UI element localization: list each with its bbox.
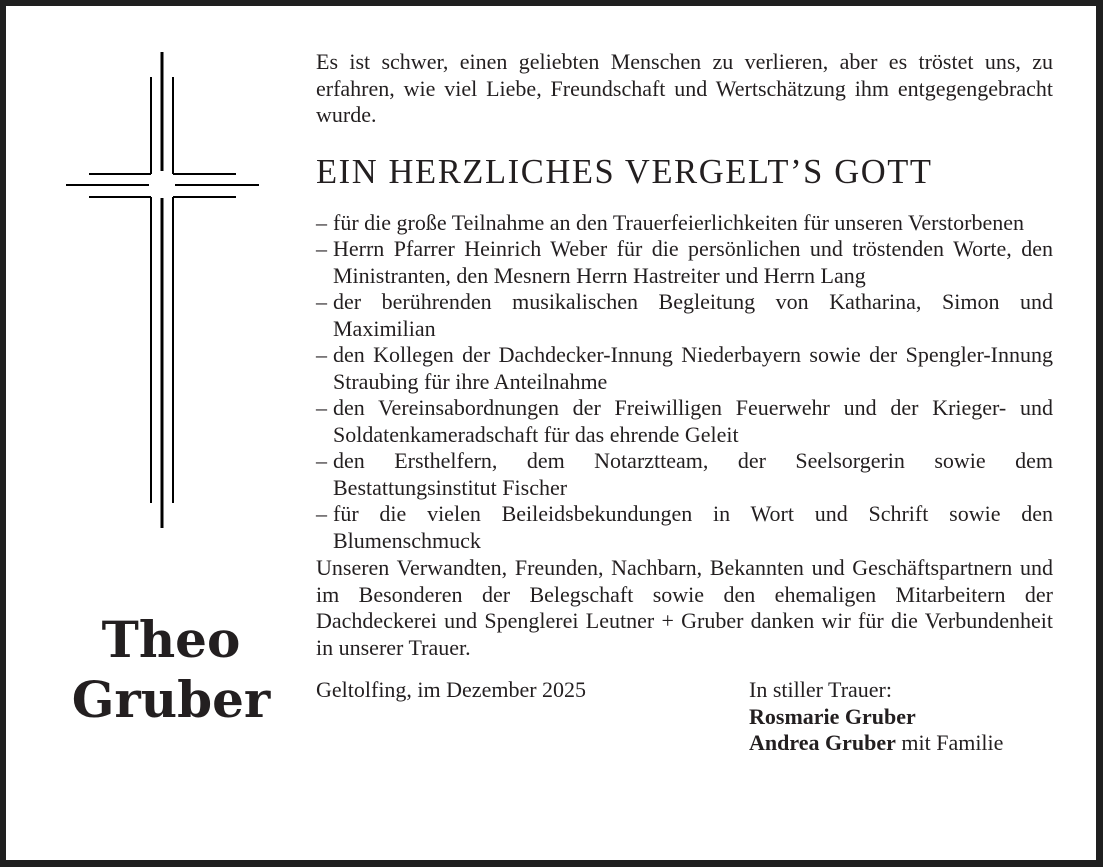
- mourners-label: In stiller Trauer:: [749, 677, 892, 702]
- thanks-item: – der berührenden musikalischen Begleitung von Katharina, Simon und Maximilian: [316, 289, 1053, 342]
- closing-text: Unseren Verwandten, Freunden, Nachbarn, Bekannten und Geschäftspartnern und im Besonderen der Belegschaft sowie den ehemaligen Mitarbeitern der Dachdeckerei und Spenglerei Leutner + Gruber danken wir für die Verbundenheit in unserer Trauer.: [316, 555, 1053, 660]
- thanks-item: – für die große Teilnahme an den Trauerfeierlichkeiten für unseren Verstorbenen: [316, 210, 1053, 237]
- thanks-item: – Herrn Pfarrer Heinrich Weber für die persönlichen und tröstenden Worte, den Ministranten, den Mesnern Herrn Hastreiter und Herrn Lang: [316, 236, 1053, 289]
- cross-icon: [6, 6, 306, 566]
- deceased-last-name: Gruber: [71, 670, 271, 729]
- mourner-name: Rosmarie Gruber: [749, 703, 916, 729]
- intro-text: Es ist schwer, einen geliebten Menschen zu verlieren, aber es tröstet uns, zu erfahren, wie viel Liebe, Freundschaft und Wertschätzung ihm entgegengebracht wurde.: [316, 49, 1053, 127]
- notice-heading: EIN HERZLICHES VERGELT’S GOTT: [316, 152, 933, 191]
- thanks-item: – den Vereinsabordnungen der Freiwilligen Feuerwehr und der Krieger- und Soldatenkameradschaft für das ehrende Geleit: [316, 395, 1053, 448]
- mourner-suffix: mit Familie: [895, 730, 1004, 755]
- mourners-block: [749, 677, 1003, 757]
- mourner-line: [749, 730, 1003, 757]
- thanks-list: [316, 210, 1053, 555]
- deceased-name: [46, 610, 296, 730]
- deceased-first-name: Theo: [101, 610, 241, 669]
- thanks-item: – den Ersthelfern, dem Notarztteam, der Seelsorgerin sowie dem Bestattungsinstitut Fischer: [316, 448, 1053, 501]
- notice-footer: [316, 677, 1053, 757]
- thanks-item: – den Kollegen der Dachdecker-Innung Niederbayern sowie der Spengler-Innung Straubing für ihre Anteilnahme: [316, 342, 1053, 395]
- mourner-name: Andrea Gruber: [749, 730, 896, 755]
- place-date: Geltolfing, im Dezember 2025: [316, 677, 587, 702]
- mourner-line: [749, 704, 1003, 731]
- notice-body: [316, 49, 1053, 757]
- thanks-item: – für die vielen Beileidsbekundungen in Wort und Schrift sowie den Blumenschmuck: [316, 501, 1053, 554]
